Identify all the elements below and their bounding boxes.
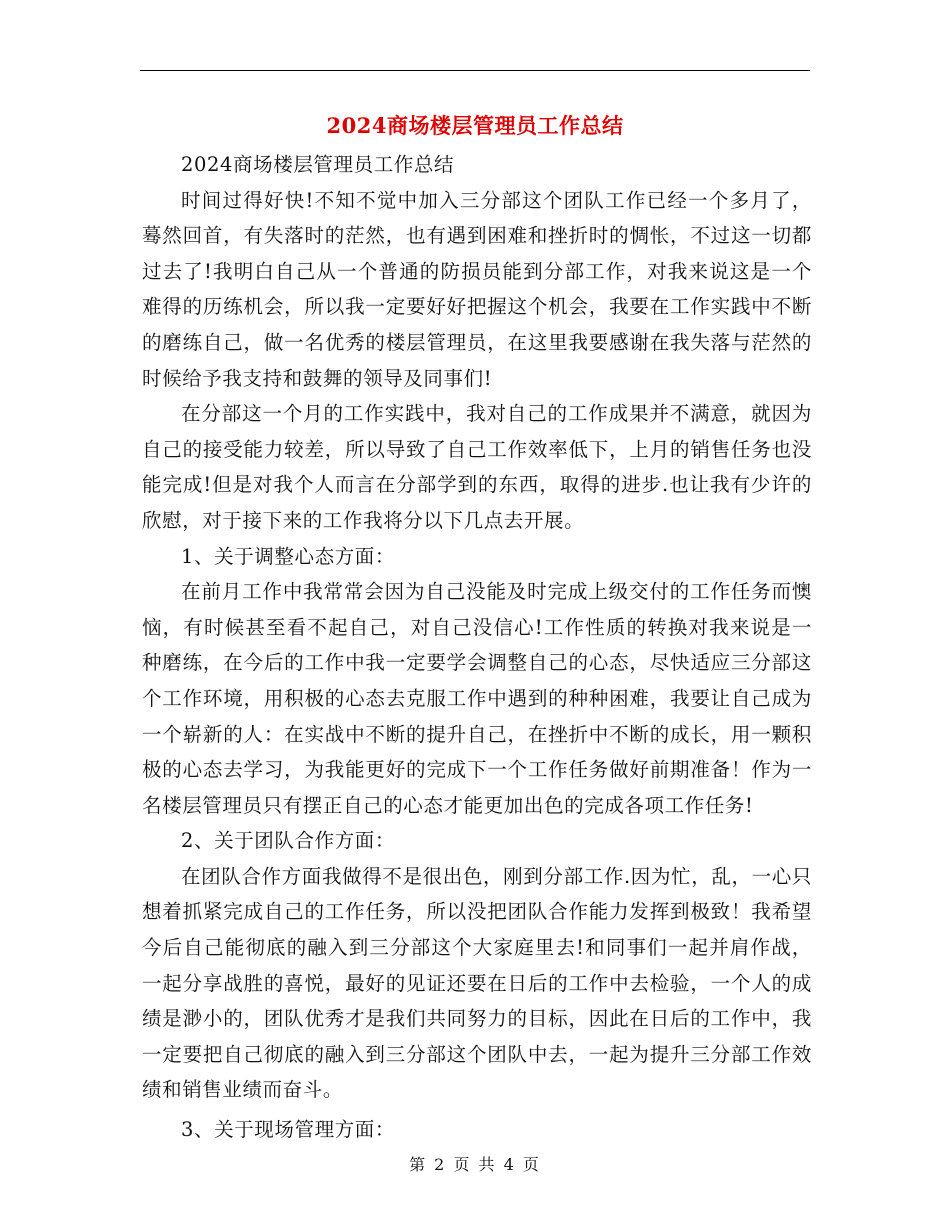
- page-number-footer: 第 2 页 共 4 页: [409, 1155, 541, 1174]
- document-body: [142, 147, 812, 1148]
- section-body-mindset: 在前月工作中我常常会因为自己没能及时完成上级交付的工作任务而懊恼，有时候甚至看不起自己，对自己没信心!工作性质的转换对我来说是一种磨练，在今后的工作中我一定要学会调整自己的心态，尽快适应三分部这个工作环境，用积极的心态去克服工作中遇到的种种困难，我要让自己成为一个崭新的人：在实战中不断的提升自己，在挫折中不断的成长，用一颗积极的心态去学习，为我能更好的完成下一个工作任务做好前期准备！作为一名楼层管理员只有摆正自己的心态才能更加出色的完成各项工作任务!: [142, 580, 812, 817]
- section-heading-mindset: 1、关于调整心态方面：: [181, 544, 396, 568]
- header-rule: [140, 70, 810, 71]
- section-heading-teamwork: 2、关于团队合作方面：: [181, 829, 396, 853]
- paragraph-intro: 时间过得好快!不知不觉中加入三分部这个团队工作已经一个多月了，蓦然回首，有失落时的茫然，也有遇到困难和挫折时的惆怅，不过这一切都过去了!我明白自己从一个普通的防损员能到分部工作，对我来说这是一个难得的历练机会，所以我一定要好好把握这个机会，我要在工作实践中不断的磨练自己，做一名优秀的楼层管理员，在这里我要感谢在我失落与茫然的时候给予我支持和鼓舞的领导及同事们!: [142, 188, 812, 390]
- paragraph-reflection: 在分部这一个月的工作实践中，我对自己的工作成果并不满意，就因为自己的接受能力较差，所以导致了自己工作效率低下，上月的销售任务也没能完成!但是对我个人而言在分部学到的东西，取得的进步.也让我有少许的欣慰，对于接下来的工作我将分以下几点去开展。: [142, 402, 812, 532]
- document-title: 2024商场楼层管理员工作总结: [326, 113, 624, 138]
- section-heading-onsite-management: 3、关于现场管理方面：: [181, 1118, 396, 1142]
- section-body-teamwork: 在团队合作方面我做得不是很出色，刚到分部工作.因为忙，乱，一心只想着抓紧完成自己的工作任务，所以没把团队合作能力发挥到极致！我希望今后自己能彻底的融入到三分部这个大家庭里去!和同事们一起并肩作战，一起分享战胜的喜悦，最好的见证还要在日后的工作中去检验，一个人的成绩是渺小的，团队优秀才是我们共同努力的目标，因此在日后的工作中，我一定要把自己彻底的融入到三分部这个团队中去，一起为提升三分部工作效绩和销售业绩而奋斗。: [142, 864, 812, 1102]
- document-subtitle: 2024商场楼层管理员工作总结: [181, 153, 455, 176]
